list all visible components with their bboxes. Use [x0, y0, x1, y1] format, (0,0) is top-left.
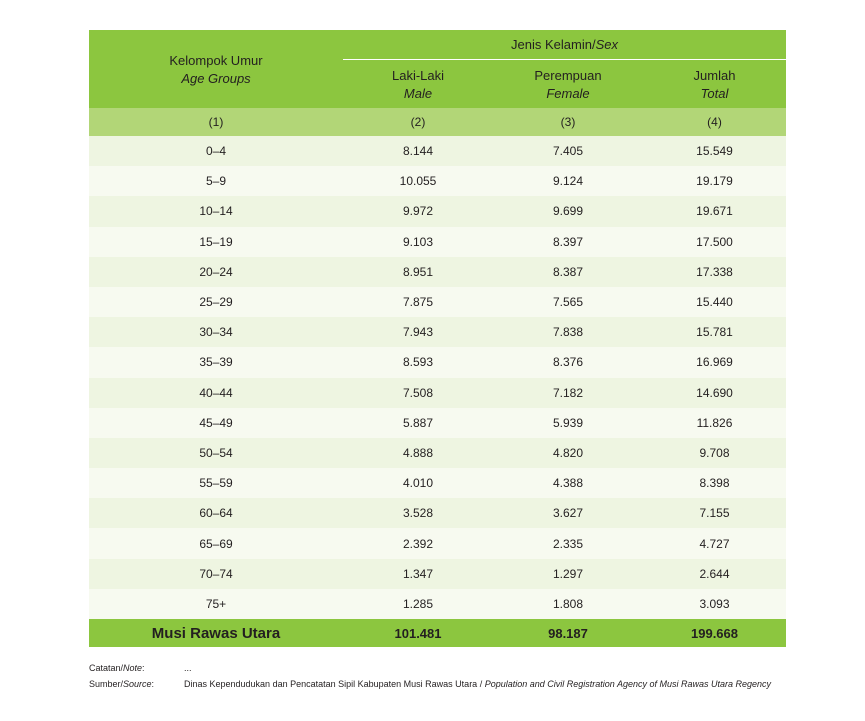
male-cell: 8.593 [402, 355, 434, 370]
table-row [89, 227, 786, 257]
total-female-value: 98.187 [548, 625, 588, 641]
female-header [493, 67, 643, 103]
table-row [89, 257, 786, 287]
source-line [89, 676, 771, 692]
table-notes [89, 660, 771, 692]
female-label: Perempuan [534, 68, 602, 83]
male-cell: 10.055 [399, 174, 437, 189]
male-cell: 3.528 [402, 506, 434, 521]
table-row [89, 196, 786, 226]
female-cell: 5.939 [552, 415, 584, 430]
table-row [89, 498, 786, 528]
total-label-en: Total [700, 86, 729, 101]
total-cell: 9.708 [699, 445, 730, 460]
table-row [89, 408, 786, 438]
male-cell: 1.347 [402, 566, 434, 581]
female-cell: 8.397 [552, 234, 584, 249]
male-cell: 8.144 [402, 144, 434, 159]
note-line [89, 660, 771, 676]
total-row-label: Musi Rawas Utara [151, 624, 281, 642]
total-cell: 14.690 [696, 385, 733, 400]
source-value-en: Population and Civil Registration Agency of Musi Rawas Utara Regency [484, 679, 772, 689]
column-number: (4) [707, 115, 722, 129]
age-group-cell: 40–44 [199, 385, 233, 400]
total-cell: 11.826 [696, 415, 733, 430]
age-group-cell: 10–14 [199, 204, 233, 219]
population-table [89, 30, 786, 647]
table-row [89, 468, 786, 498]
male-cell: 4.010 [402, 476, 434, 491]
female-cell: 4.820 [552, 445, 584, 460]
age-group-cell: 65–69 [199, 536, 233, 551]
age-group-cell: 45–49 [199, 415, 233, 430]
female-cell: 1.297 [552, 566, 584, 581]
source-label-id: Sumber/ [89, 679, 124, 689]
total-cell: 15.549 [696, 144, 733, 159]
male-cell: 5.887 [402, 415, 434, 430]
female-cell: 2.335 [552, 536, 584, 551]
male-cell: 7.875 [402, 295, 434, 310]
total-row [89, 619, 786, 647]
table-row [89, 347, 786, 377]
total-cell: 4.727 [699, 536, 730, 551]
female-cell: 7.405 [552, 144, 584, 159]
table-row [89, 589, 786, 619]
age-group-cell: 55–59 [199, 476, 233, 491]
female-cell: 8.376 [552, 355, 584, 370]
table-row [89, 136, 786, 166]
age-group-cell: 20–24 [199, 264, 233, 279]
note-value: ... [184, 663, 192, 673]
table-row [89, 528, 786, 558]
total-cell: 15.781 [696, 325, 733, 340]
total-cell: 19.671 [696, 204, 733, 219]
total-cell: 7.155 [699, 506, 730, 521]
table-header [89, 30, 786, 108]
sex-label: Jenis Kelamin/ [511, 37, 596, 52]
age-group-cell: 25–29 [199, 295, 233, 310]
female-cell: 9.699 [552, 204, 584, 219]
total-header [643, 67, 786, 103]
total-cell: 15.440 [696, 295, 733, 310]
age-group-cell: 5–9 [205, 174, 227, 189]
female-label-en: Female [546, 86, 590, 101]
note-label-en: Note [123, 663, 143, 673]
table-row [89, 559, 786, 589]
age-group-cell: 0–4 [205, 144, 227, 159]
male-cell: 7.508 [402, 385, 434, 400]
note-label-id: Catatan/ [89, 663, 124, 673]
note-label: Catatan/Note: [89, 663, 145, 673]
age-group-cell: 70–74 [199, 566, 233, 581]
table-row [89, 378, 786, 408]
sex-label-en: Sex [595, 37, 618, 52]
total-cell: 8.398 [699, 476, 730, 491]
sex-header [343, 36, 786, 54]
age-group-cell: 50–54 [199, 445, 233, 460]
total-cell: 2.644 [699, 566, 730, 581]
age-group-cell: 75+ [205, 596, 227, 611]
age-groups-label-en: Age Groups [181, 71, 251, 86]
table-row [89, 166, 786, 196]
table-body [89, 136, 786, 619]
total-cell: 17.338 [696, 264, 733, 279]
male-cell: 4.888 [402, 445, 434, 460]
age-groups-header [89, 52, 343, 88]
age-group-cell: 60–64 [199, 506, 233, 521]
table-row [89, 317, 786, 347]
female-cell: 1.808 [552, 596, 584, 611]
source-value-id: Dinas Kependudukan dan Pencatatan Sipil Kabupaten Musi Rawas Utara / [184, 679, 483, 689]
female-cell: 4.388 [552, 476, 584, 491]
source-label-en: Source [123, 679, 152, 689]
male-cell: 7.943 [402, 325, 434, 340]
age-group-cell: 35–39 [199, 355, 233, 370]
male-cell: 9.972 [402, 204, 434, 219]
age-group-cell: 30–34 [199, 325, 233, 340]
total-cell: 19.179 [696, 174, 733, 189]
age-groups-label: Kelompok Umur [169, 53, 263, 68]
male-cell: 9.103 [402, 234, 434, 249]
column-number-row [89, 108, 786, 136]
column-number: (2) [410, 115, 426, 129]
female-cell: 8.387 [552, 264, 584, 279]
column-number: (1) [208, 115, 224, 129]
sex-header-divider [343, 59, 786, 60]
male-cell: 1.285 [402, 596, 434, 611]
age-group-cell: 15–19 [199, 234, 233, 249]
source-label: Sumber/Source: [89, 679, 155, 689]
male-cell: 8.951 [402, 264, 434, 279]
female-cell: 7.838 [552, 325, 584, 340]
table-row [89, 438, 786, 468]
male-header [343, 67, 493, 103]
female-cell: 9.124 [552, 174, 584, 189]
male-label-en: Male [403, 86, 433, 101]
female-cell: 7.182 [552, 385, 584, 400]
total-cell: 17.500 [696, 234, 733, 249]
male-label: Laki-Laki [391, 68, 445, 83]
female-cell: 3.627 [552, 506, 584, 521]
total-label: Jumlah [693, 68, 736, 83]
table-row [89, 287, 786, 317]
male-cell: 2.392 [402, 536, 434, 551]
total-cell: 3.093 [699, 596, 730, 611]
total-cell: 16.969 [696, 355, 733, 370]
female-cell: 7.565 [552, 295, 584, 310]
column-number: (3) [560, 115, 576, 129]
total-male-value: 101.481 [394, 625, 442, 641]
total-total-value: 199.668 [691, 625, 738, 641]
